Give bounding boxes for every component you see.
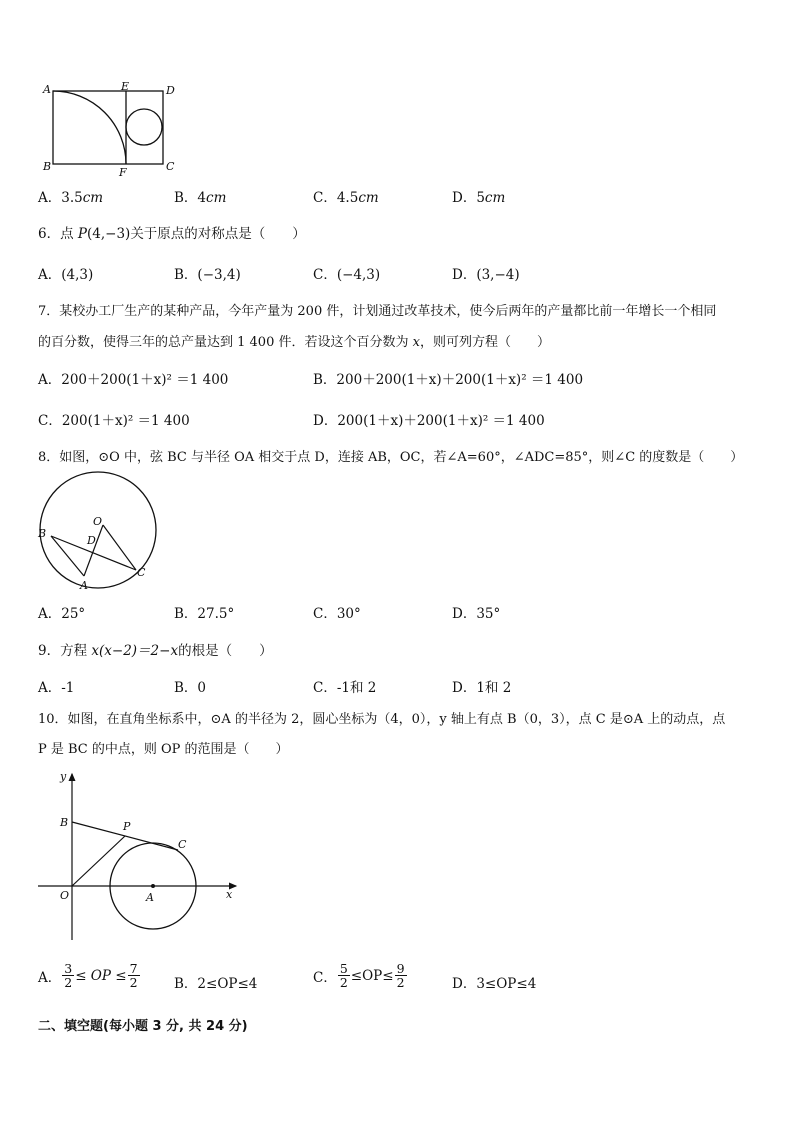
section-title: 二、填空题(每小题 3 分, 共 24 分): [38, 1019, 248, 1034]
inscribed-circle: [126, 109, 162, 145]
q6-option-c[interactable]: C．(−4,3): [313, 267, 381, 283]
q5-option-d[interactable]: D．5cm: [452, 190, 506, 206]
q8-stem: 8．如图，⊙O 中，弦 BC 与半径 OA 相交于点 D，连接 AB，OC，若∠A=60°，∠ADC=85°，则∠C 的度数是（ ）: [38, 450, 744, 465]
label-O: O: [93, 515, 103, 528]
rectangle-abcd: [53, 91, 163, 164]
q10-option-c[interactable]: C． $\frac{5}{2}$ ≤OP≤ $\frac{9}{2}$: [313, 961, 405, 991]
arc-af: [53, 91, 126, 164]
q6-option-d[interactable]: D．(3,−4): [452, 267, 520, 283]
label-y: y: [60, 770, 67, 783]
q10-stem-line1: 10．如图，在直角坐标系中，⊙A 的半径为 2，圆心坐标为（4，0），y 轴上有点 B（0，3），点 C 是⊙A 上的动点，点: [38, 712, 726, 727]
q5-option-c[interactable]: C．4.5cm: [313, 190, 379, 206]
q8-option-a[interactable]: A．25°: [38, 606, 86, 622]
q9-stem: 9．方程 x(x−2)＝2−x的根是（ ）: [38, 643, 273, 659]
q5-option-a[interactable]: A．3.5cm: [38, 190, 104, 206]
q7-stem-line1: 7．某校办工厂生产的某种产品，今年产量为 200 件，计划通过改革技术，使今后两年的产量都比前一年增长一个相同: [38, 304, 717, 319]
q5-option-b[interactable]: B．4cm: [174, 190, 227, 206]
label-O: O: [60, 889, 70, 902]
q10-option-b[interactable]: B．2≤OP≤4: [174, 976, 258, 992]
label-D: D: [87, 534, 96, 547]
label-A: A: [80, 579, 88, 592]
q10-option-a[interactable]: A． $\frac{3}{2}$ ≤ OP ≤ $\frac{7}{2}$: [38, 961, 138, 991]
q6-option-b[interactable]: B．(−3,4): [174, 267, 241, 283]
q10-stem-line2: P 是 BC 的中点，则 OP 的范围是（ ）: [38, 742, 289, 757]
q7-stem-line2: 的百分数，使得三年的总产量达到 1 400 件．若设这个百分数为 x，则可列方程（ ）: [38, 335, 550, 350]
label-D: D: [166, 84, 175, 97]
q5-figure: [40, 82, 185, 177]
q10-figure: [38, 768, 248, 943]
label-F: F: [119, 166, 127, 179]
q6-stem: 6．点 P(4,−3)关于原点的对称点是（ ）: [38, 226, 306, 242]
q9-option-a[interactable]: A．-1: [38, 680, 75, 696]
label-x: x: [226, 888, 233, 901]
label-C: C: [166, 160, 175, 173]
q9-option-c[interactable]: C．-1和 2: [313, 680, 377, 696]
q9-option-d[interactable]: D．1和 2: [452, 680, 512, 696]
q7-option-c[interactable]: C．200(1＋x)² ＝1 400: [38, 413, 190, 429]
q10-option-d[interactable]: D．3≤OP≤4: [452, 976, 537, 992]
label-A: A: [146, 891, 154, 904]
label-C: C: [178, 838, 187, 851]
q8-figure: [36, 470, 161, 595]
label-P: P: [123, 820, 131, 833]
q9-option-b[interactable]: B．0: [174, 680, 207, 696]
label-A: A: [43, 83, 51, 96]
q8-option-c[interactable]: C．30°: [313, 606, 361, 622]
q8-option-b[interactable]: B．27.5°: [174, 606, 235, 622]
q7-option-b[interactable]: B．200＋200(1＋x)＋200(1＋x)² ＝1 400: [313, 372, 584, 388]
q7-option-d[interactable]: D．200(1＋x)＋200(1＋x)² ＝1 400: [313, 413, 545, 429]
center-a-dot: [151, 884, 155, 888]
label-C: C: [137, 566, 146, 579]
label-E: E: [121, 80, 130, 93]
label-B: B: [38, 527, 47, 540]
label-B: B: [43, 160, 52, 173]
segment-op: [72, 836, 125, 886]
label-B: B: [60, 816, 69, 829]
q6-option-a[interactable]: A．(4,3): [38, 267, 94, 283]
q8-option-d[interactable]: D．35°: [452, 606, 501, 622]
q7-option-a[interactable]: A．200＋200(1＋x)² ＝1 400: [38, 372, 229, 388]
